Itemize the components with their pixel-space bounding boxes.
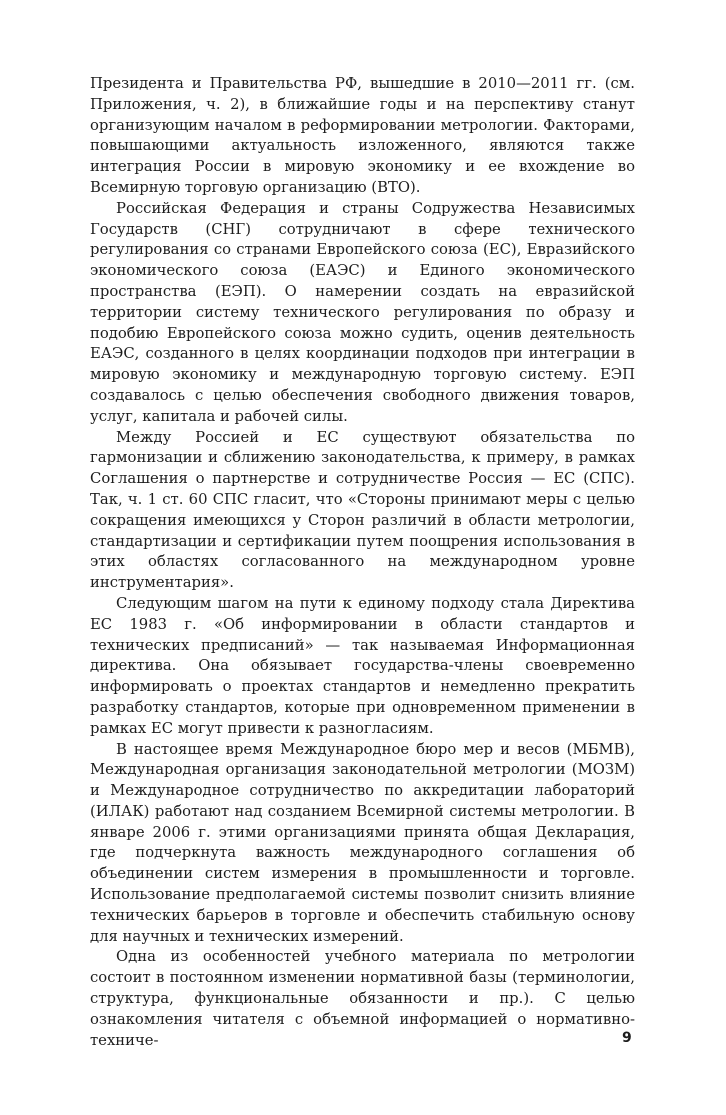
paragraph-1: Президента и Правительства РФ, вышедшие в 2010—2011 гг. (см. Приложения, ч. 2), в ближайшие годы и на перспективу станут организующим началом в реформировании метрологии. Факторами, повышающими актуальность изложенного, являются также интеграция России в мировую экономику и ее вхождение во Всемирную торговую организацию (ВТО). (90, 75, 635, 196)
paragraph-2: Российская Федерация и страны Содружества Независимых Государств (СНГ) сотрудничают в сфере технического регулирования со странами Европейского союза (ЕС), Евразийского экономического союза (ЕАЭС) и Единого экономического пространства (ЕЭП). О намерении создать на евразийской территории систему технического регулирования по образу и подобию Европейского союза можно судить, оценив деятельность ЕАЭС, созданного в целях координации подходов при интеграции в мировую экономику и международную торговую систему. ЕЭП создавалось с целью обеспечения свободного движения товаров, услуг, капитала и рабочей силы. (90, 199, 635, 425)
paragraph-3: Между Россией и ЕС существуют обязательства по гармонизации и сближению законодательства, к примеру, в рамках Соглашения о партнерстве и сотрудничестве Россия — ЕС (СПС). Так, ч. 1 ст. 60 СПС гласит, что «Стороны принимают меры с целью сокращения имеющихся у Сторон различий в области метрологии, стандартизации и сертификации путем поощрения использования в этих областях согласованного на международном уровне инструментария». (90, 428, 635, 592)
paragraph-6: Одна из особенностей учебного материала по метрологии состоит в постоянном изменении нормативной базы (терминологии, структура, функциональные обязанности и пр.). С целью ознакомления читателя с объемной информацией о нормативно-техниче- (90, 948, 635, 1049)
page-number: 9 (622, 1030, 632, 1046)
paragraph-5: В настоящее время Международное бюро мер и весов (МБМВ), Международная организация законодательной метрологии (МОЗМ) и Международное сотрудничество по аккредитации лабораторий (ИЛАК) работают над созданием Всемирной системы метрологии. В январе 2006 г. этими организациями принята общая Декларация, где подчеркнута важность международного соглашения об объединении систем измерения в промышленности и торговле. Использование предполагаемой системы позволит снизить влияние технических барьеров в торговле и обеспечить стабильную основу для научных и технических измерений. (90, 740, 635, 945)
paragraph-4: Следующим шагом на пути к единому подходу стала Директива ЕС 1983 г. «Об информировании в области стандартов и технических предписаний» — так называемая Информационная директива. Она обязывает государства-члены своевременно информировать о проектах стандартов и немедленно прекратить разработку стандартов, которые при одновременном применении в рамках ЕС могут привести к разногласиям. (90, 594, 635, 737)
page-body (90, 74, 635, 1051)
